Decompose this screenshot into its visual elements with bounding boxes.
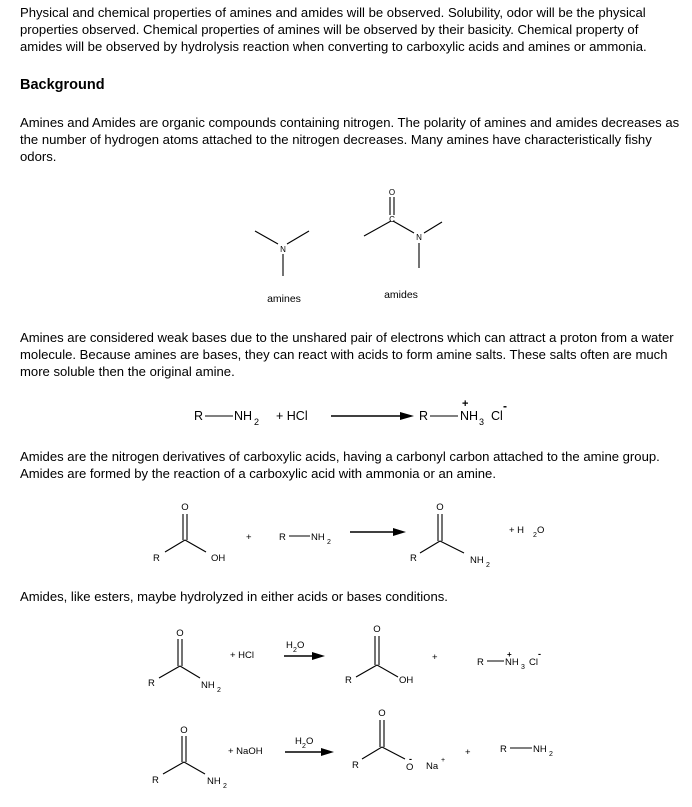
svg-text:O: O xyxy=(306,736,314,747)
svg-text:NH: NH xyxy=(505,657,519,668)
background-paragraph: Amines and Amides are organic compounds containing nitrogen. The polarity of amines and amides decreases as the number of hydrogen atoms attached to the nitrogen decreases. Many amines have characteristically fishy odors. xyxy=(20,115,680,164)
amide-structure xyxy=(364,188,442,268)
svg-text:O: O xyxy=(373,624,381,635)
svg-text:-: - xyxy=(503,399,507,413)
svg-text:2: 2 xyxy=(223,783,227,790)
svg-text:+: + xyxy=(465,747,471,758)
svg-text:R: R xyxy=(152,775,159,786)
svg-text:O: O xyxy=(181,502,189,513)
svg-text:+: + xyxy=(441,757,446,764)
weak-bases-paragraph: Amines are considered weak bases due to the unshared pair of electrons which can attract a proton from a water molecule. Because amines are bases, they can react with acids to form amine salts. These salts often are much more soluble then the original amine. xyxy=(20,330,674,379)
salt-reaction-arrowhead xyxy=(400,412,414,420)
svg-text:R: R xyxy=(410,553,417,564)
intro-paragraph: Physical and chemical properties of amines and amides will be observed. Solubility, odor will be the physical properties observed. Chemical properties of amines will be observed by their basicity. Chemical property of amides will be observed by hydrolysis reaction when converting to carboxylic acids and amines or ammonia. xyxy=(20,5,647,54)
svg-text:2: 2 xyxy=(293,647,297,654)
amide-formation-reaction xyxy=(153,502,544,569)
amines-label: amines xyxy=(267,293,301,305)
svg-text:O: O xyxy=(297,640,305,651)
svg-text:R: R xyxy=(153,553,160,564)
background-heading: Background xyxy=(20,77,105,93)
svg-text:3: 3 xyxy=(521,664,525,671)
svg-text:R: R xyxy=(345,675,352,686)
svg-text:2: 2 xyxy=(486,562,490,569)
svg-text:3: 3 xyxy=(479,417,485,427)
svg-text:+: + xyxy=(507,650,512,659)
svg-text:R: R xyxy=(194,409,204,423)
svg-text:O: O xyxy=(180,725,188,736)
amide-o-atom: O xyxy=(388,188,396,197)
svg-text:Na: Na xyxy=(426,761,439,772)
svg-text:H: H xyxy=(286,640,293,651)
svg-text:R: R xyxy=(279,532,286,543)
svg-text:2: 2 xyxy=(302,743,306,750)
svg-text:+: + xyxy=(246,532,252,543)
formation-arrowhead xyxy=(393,528,406,536)
svg-text:O: O xyxy=(406,762,414,773)
svg-text:NH: NH xyxy=(201,680,215,691)
svg-text:O: O xyxy=(378,708,386,719)
svg-text:2: 2 xyxy=(533,532,537,539)
amine-n-atom: N xyxy=(280,245,286,254)
svg-text:+: + xyxy=(462,398,469,410)
svg-text:O: O xyxy=(436,502,444,513)
svg-text:2: 2 xyxy=(217,687,221,694)
svg-text:O: O xyxy=(176,628,184,639)
svg-text:2: 2 xyxy=(549,751,553,758)
amide-n-atom: N xyxy=(416,233,422,242)
amine-salt-reaction xyxy=(194,398,507,427)
svg-text:-: - xyxy=(409,754,412,764)
base-arrowhead xyxy=(321,748,334,756)
svg-text:NH: NH xyxy=(234,409,253,423)
svg-text:-: - xyxy=(538,649,541,659)
svg-text:NH: NH xyxy=(311,532,325,543)
hydrolysis-paragraph: Amides, like esters, maybe hydrolyzed in either acids or bases conditions. xyxy=(20,589,448,604)
svg-text:R: R xyxy=(148,678,155,689)
amides-label: amides xyxy=(384,289,418,301)
svg-text:R: R xyxy=(419,409,429,423)
amide-c-atom: C xyxy=(389,215,395,224)
svg-text:+ H: + H xyxy=(509,525,525,536)
svg-text:NH: NH xyxy=(460,409,479,423)
svg-text:2: 2 xyxy=(254,417,260,427)
base-hydrolysis-reaction xyxy=(152,708,553,790)
svg-text:+ NaOH: + NaOH xyxy=(228,746,263,757)
svg-text:NH: NH xyxy=(470,555,484,566)
acid-arrowhead xyxy=(312,652,325,660)
svg-text:+ HCl: + HCl xyxy=(276,409,308,423)
acid-hydrolysis-reaction xyxy=(148,624,541,694)
svg-text:R: R xyxy=(477,657,484,668)
svg-text:R: R xyxy=(500,744,507,755)
svg-text:Cl: Cl xyxy=(529,657,538,668)
svg-text:+: + xyxy=(432,652,438,663)
amides-paragraph: Amides are the nitrogen derivatives of carboxylic acids, having a carbonyl carbon attached to the amine group. Amides are formed by the reaction of a carboxylic acid with ammonia or an amine. xyxy=(20,449,660,481)
svg-text:O: O xyxy=(537,525,545,536)
svg-text:OH: OH xyxy=(211,553,226,564)
svg-text:OH: OH xyxy=(399,675,414,686)
svg-text:2: 2 xyxy=(327,539,331,546)
svg-text:+ HCl: + HCl xyxy=(230,650,255,661)
svg-text:R: R xyxy=(352,760,359,771)
amine-structure xyxy=(255,231,309,276)
svg-text:H: H xyxy=(295,736,302,747)
svg-text:NH: NH xyxy=(533,744,547,755)
svg-text:Cl: Cl xyxy=(491,409,503,423)
svg-text:NH: NH xyxy=(207,776,221,787)
